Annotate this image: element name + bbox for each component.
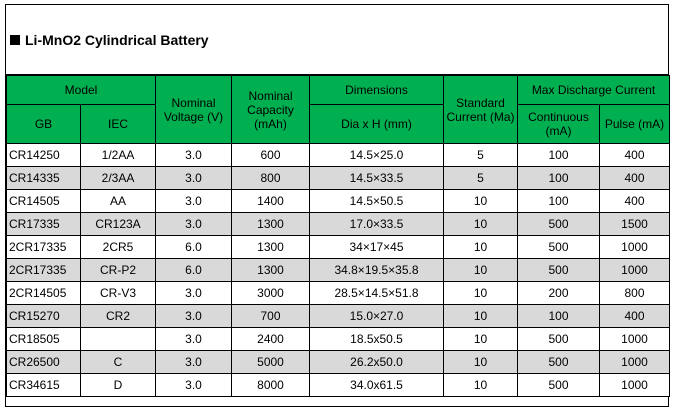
table-row xyxy=(7,282,670,305)
cell-standard-current: 10 xyxy=(444,259,518,282)
cell-continuous: 500 xyxy=(518,374,600,397)
cell-gb: CR14505 xyxy=(7,190,81,213)
table-row xyxy=(7,374,670,397)
cell-pulse: 1000 xyxy=(600,351,670,374)
cell-pulse: 1000 xyxy=(600,374,670,397)
cell-iec: CR2 xyxy=(81,305,156,328)
cell-voltage: 3.0 xyxy=(156,305,232,328)
table-row xyxy=(7,328,670,351)
cell-capacity: 5000 xyxy=(232,351,310,374)
cell-gb: CR17335 xyxy=(7,213,81,236)
cell-iec: 2/3AA xyxy=(81,167,156,190)
page-title: Li-MnO2 Cylindrical Battery xyxy=(25,31,209,48)
table-row xyxy=(7,213,670,236)
cell-iec: 1/2AA xyxy=(81,144,156,167)
cell-standard-current: 10 xyxy=(444,236,518,259)
cell-pulse: 400 xyxy=(600,167,670,190)
cell-iec: 2CR5 xyxy=(81,236,156,259)
cell-dimensions: 34.8×19.5×35.8 xyxy=(310,259,444,282)
cell-pulse: 1500 xyxy=(600,213,670,236)
cell-continuous: 500 xyxy=(518,236,600,259)
cell-gb: CR26500 xyxy=(7,351,81,374)
cell-gb: 2CR17335 xyxy=(7,259,81,282)
cell-gb: CR18505 xyxy=(7,328,81,351)
battery-spec-table xyxy=(6,75,670,397)
cell-voltage: 3.0 xyxy=(156,213,232,236)
cell-continuous: 500 xyxy=(518,328,600,351)
cell-iec: CR-P2 xyxy=(81,259,156,282)
table-row xyxy=(7,190,670,213)
cell-dimensions: 14.5×25.0 xyxy=(310,144,444,167)
cell-continuous: 100 xyxy=(518,190,600,213)
cell-voltage: 3.0 xyxy=(156,167,232,190)
cell-capacity: 1400 xyxy=(232,190,310,213)
table-row xyxy=(7,167,670,190)
header-dimensions: Dimensions xyxy=(310,76,444,105)
cell-dimensions: 14.5×33.5 xyxy=(310,167,444,190)
cell-pulse: 400 xyxy=(600,305,670,328)
table-row xyxy=(7,259,670,282)
header-nominal-voltage: Nominal Voltage (V) xyxy=(156,76,232,144)
cell-standard-current: 10 xyxy=(444,282,518,305)
cell-iec: AA xyxy=(81,190,156,213)
cell-continuous: 500 xyxy=(518,259,600,282)
cell-capacity: 1300 xyxy=(232,213,310,236)
header-continuous: Continuous (mA) xyxy=(518,105,600,144)
cell-pulse: 400 xyxy=(600,190,670,213)
table-row xyxy=(7,144,670,167)
cell-gb: CR15270 xyxy=(7,305,81,328)
cell-continuous: 200 xyxy=(518,282,600,305)
cell-standard-current: 10 xyxy=(444,213,518,236)
cell-pulse: 1000 xyxy=(600,259,670,282)
cell-capacity: 600 xyxy=(232,144,310,167)
cell-pulse: 1000 xyxy=(600,236,670,259)
cell-voltage: 6.0 xyxy=(156,236,232,259)
cell-iec: C xyxy=(81,351,156,374)
title-row xyxy=(6,5,668,75)
cell-gb: 2CR14505 xyxy=(7,282,81,305)
cell-dimensions: 17.0×33.5 xyxy=(310,213,444,236)
cell-dimensions: 34×17×45 xyxy=(310,236,444,259)
cell-voltage: 3.0 xyxy=(156,144,232,167)
cell-standard-current: 10 xyxy=(444,374,518,397)
header-dia-h: Dia x H (mm) xyxy=(310,105,444,144)
cell-standard-current: 10 xyxy=(444,190,518,213)
cell-capacity: 1300 xyxy=(232,236,310,259)
cell-dimensions: 26.2x50.0 xyxy=(310,351,444,374)
cell-continuous: 500 xyxy=(518,351,600,374)
cell-dimensions: 34.0x61.5 xyxy=(310,374,444,397)
header-standard-current: Standard Current (Ma) xyxy=(444,76,518,144)
cell-gb: CR14335 xyxy=(7,167,81,190)
cell-standard-current: 5 xyxy=(444,144,518,167)
cell-continuous: 100 xyxy=(518,144,600,167)
header-model: Model xyxy=(7,76,156,105)
cell-dimensions: 18.5x50.5 xyxy=(310,328,444,351)
cell-standard-current: 10 xyxy=(444,305,518,328)
cell-pulse: 800 xyxy=(600,282,670,305)
header-pulse: Pulse (mA) xyxy=(600,105,670,144)
header-gb: GB xyxy=(7,105,81,144)
cell-standard-current: 5 xyxy=(444,167,518,190)
cell-gb: CR14250 xyxy=(7,144,81,167)
cell-continuous: 100 xyxy=(518,305,600,328)
cell-voltage: 3.0 xyxy=(156,351,232,374)
black-square-icon xyxy=(10,35,20,45)
cell-standard-current: 10 xyxy=(444,328,518,351)
header-max-discharge: Max Discharge Current xyxy=(518,76,670,105)
table-row xyxy=(7,351,670,374)
cell-voltage: 3.0 xyxy=(156,328,232,351)
header-nominal-capacity: Nominal Capacity (mAh) xyxy=(232,76,310,144)
cell-dimensions: 15.0×27.0 xyxy=(310,305,444,328)
cell-standard-current: 10 xyxy=(444,351,518,374)
cell-pulse: 1000 xyxy=(600,328,670,351)
cell-dimensions: 14.5×50.5 xyxy=(310,190,444,213)
table-body xyxy=(7,144,670,397)
cell-capacity: 700 xyxy=(232,305,310,328)
cell-voltage: 6.0 xyxy=(156,259,232,282)
table-row xyxy=(7,236,670,259)
cell-voltage: 3.0 xyxy=(156,282,232,305)
header-iec: IEC xyxy=(81,105,156,144)
cell-capacity: 800 xyxy=(232,167,310,190)
cell-capacity: 3000 xyxy=(232,282,310,305)
document-frame xyxy=(5,4,669,407)
cell-iec xyxy=(81,328,156,351)
table-row xyxy=(7,305,670,328)
cell-capacity: 1300 xyxy=(232,259,310,282)
cell-iec: CR123A xyxy=(81,213,156,236)
cell-continuous: 100 xyxy=(518,167,600,190)
cell-voltage: 3.0 xyxy=(156,374,232,397)
cell-gb: CR34615 xyxy=(7,374,81,397)
cell-pulse: 400 xyxy=(600,144,670,167)
cell-iec: D xyxy=(81,374,156,397)
cell-voltage: 3.0 xyxy=(156,190,232,213)
cell-capacity: 2400 xyxy=(232,328,310,351)
cell-iec: CR-V3 xyxy=(81,282,156,305)
cell-continuous: 500 xyxy=(518,213,600,236)
cell-capacity: 8000 xyxy=(232,374,310,397)
cell-gb: 2CR17335 xyxy=(7,236,81,259)
cell-dimensions: 28.5×14.5×51.8 xyxy=(310,282,444,305)
